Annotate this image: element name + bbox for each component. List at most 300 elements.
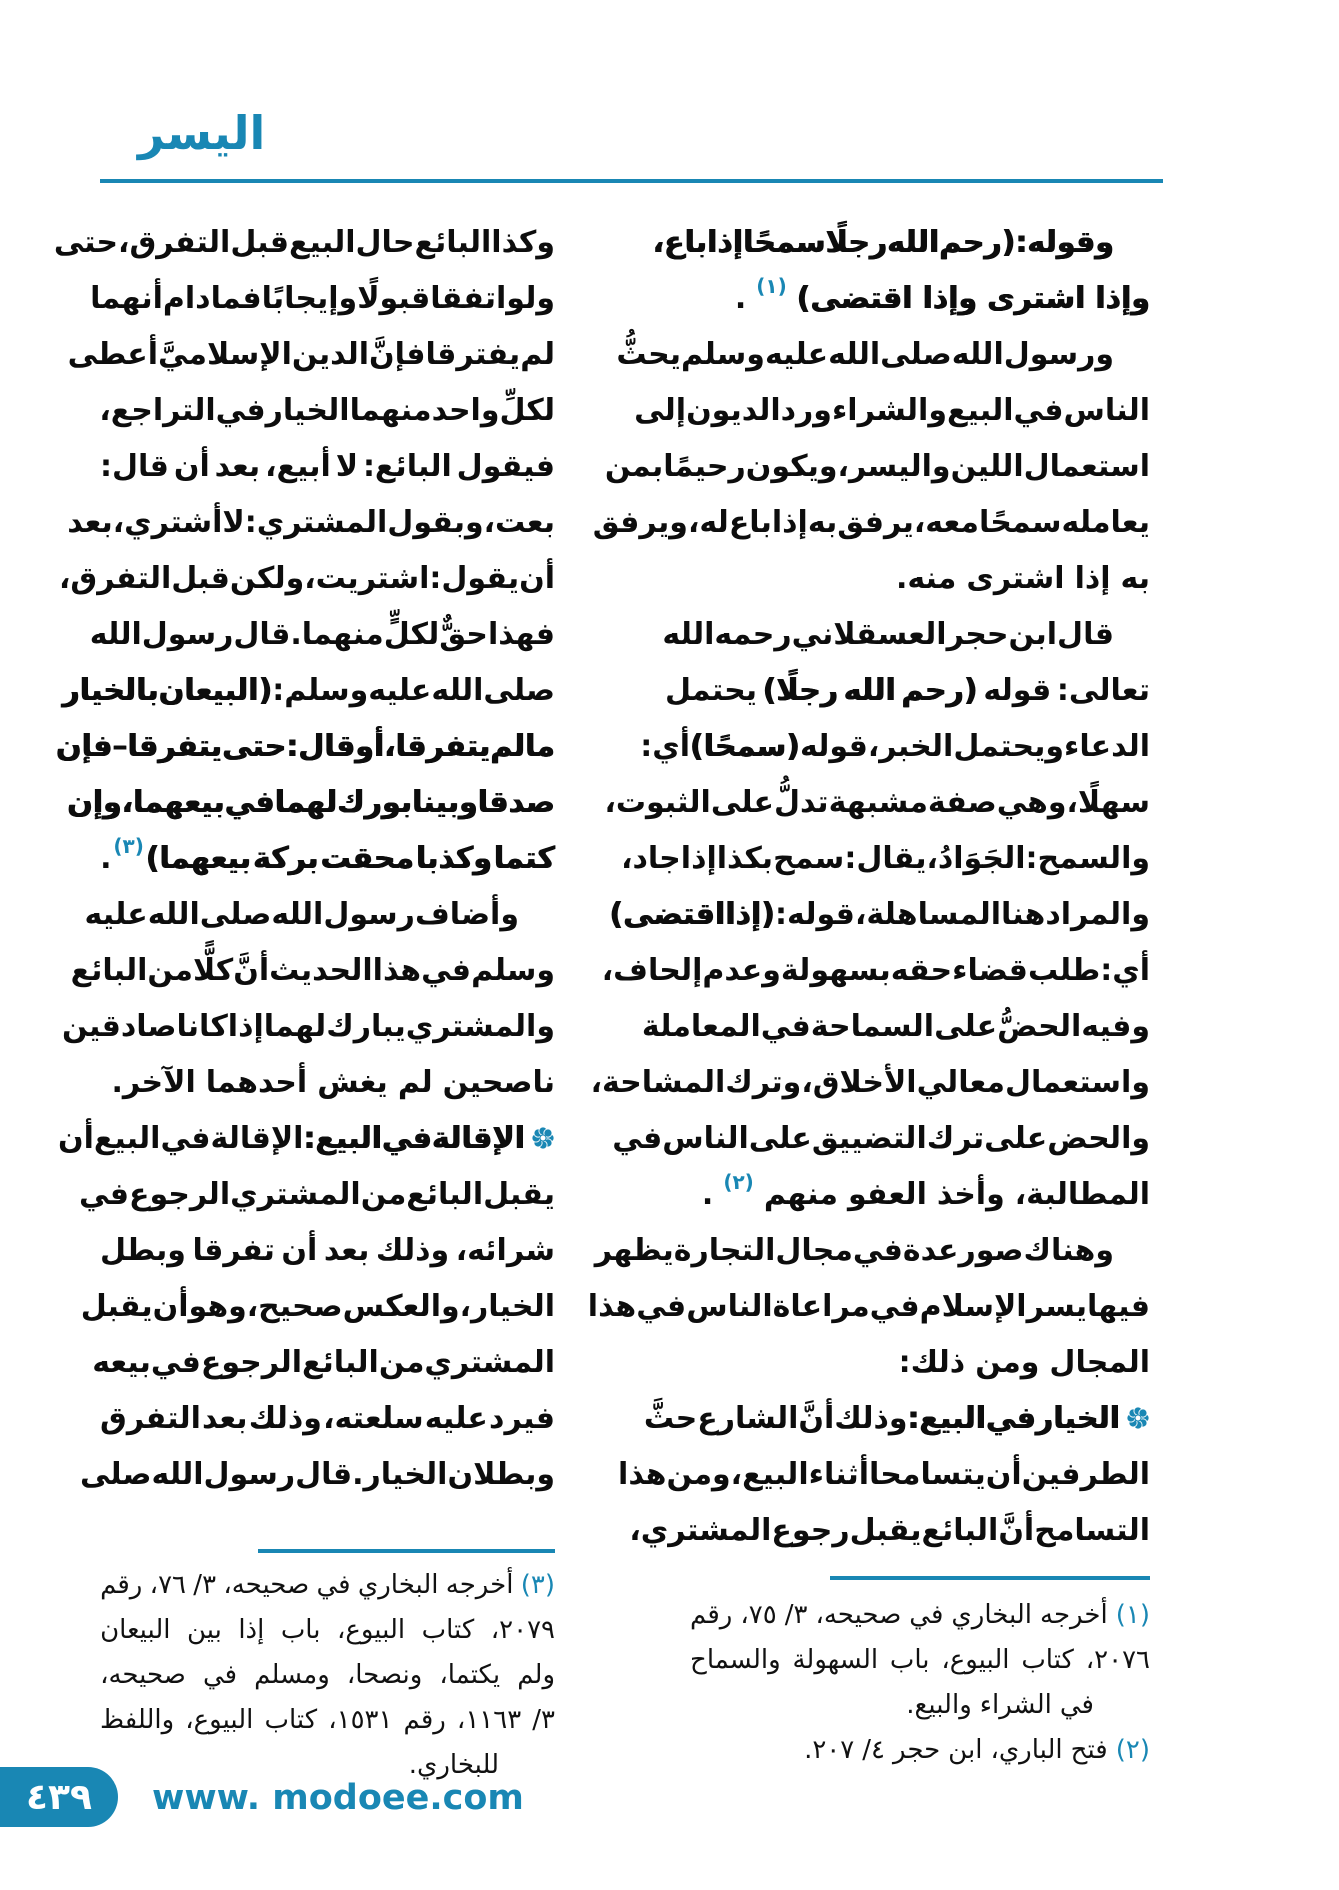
text-line [55, 718, 555, 774]
word: قضاء [952, 952, 1028, 988]
word: في [421, 952, 472, 988]
word: الله [951, 336, 1004, 372]
word: والحض [1047, 1120, 1150, 1156]
word: ٧٦، [149, 1569, 186, 1600]
paragraph [587, 1222, 1150, 1390]
word: فإن [55, 728, 113, 764]
word: البائع: [362, 448, 452, 484]
word: عدة [902, 1232, 959, 1268]
word: أخرجه [445, 1569, 514, 1600]
word: البائع [302, 1344, 379, 1380]
word: البائع [414, 224, 492, 260]
word: رسول [141, 616, 234, 652]
word: الطرفين [1021, 1456, 1150, 1492]
word: تعالى: [1056, 672, 1150, 708]
word: (سمحًا) [690, 728, 800, 764]
word: لم [490, 728, 526, 764]
word: في [636, 1288, 687, 1324]
text-line [643, 1390, 1150, 1446]
text-line [100, 1054, 555, 1110]
word: يتفرقا [127, 728, 223, 764]
word: الله [662, 616, 715, 652]
paragraph [592, 326, 1150, 606]
word: تدلُّ [773, 784, 829, 820]
word: يتفرقا، [384, 728, 491, 764]
word: الله [887, 224, 940, 260]
word: رقم [690, 1599, 733, 1630]
text-line [100, 1390, 555, 1446]
word: بمن [604, 448, 664, 484]
text-line [612, 1110, 1150, 1166]
text-line [621, 830, 1150, 886]
word: لكلٍّ [383, 616, 440, 652]
word: اقتضى) [796, 280, 913, 316]
word: يقول: [429, 560, 520, 596]
text-column-left [53, 214, 555, 1502]
word: أن [519, 560, 555, 596]
word: البخاري [951, 1599, 1033, 1630]
text-line [100, 1697, 555, 1742]
word: به [807, 504, 838, 540]
word: فيها [1087, 1288, 1150, 1324]
word: والبيع. [906, 1689, 972, 1720]
word: في [202, 1659, 238, 1690]
word: وذلك [375, 1232, 450, 1268]
word: سمحًا [743, 224, 826, 260]
word: ومن [975, 1344, 1040, 1380]
text-line [690, 1682, 1150, 1727]
word: بين [186, 1614, 222, 1645]
word: أن [281, 1232, 318, 1268]
footnote [690, 1592, 1150, 1727]
text-line [690, 1637, 1150, 1682]
word: وسلم [681, 336, 765, 372]
footnote [100, 1562, 555, 1787]
page-number-badge [0, 1767, 118, 1827]
word: وترك [725, 1064, 802, 1100]
word: هذا [587, 1288, 637, 1324]
word: باب [889, 1644, 930, 1675]
word: التضييق [811, 1120, 927, 1156]
word: سهلًا، [1066, 784, 1150, 820]
word: والشراء [831, 392, 947, 428]
word: ٢٠٧. [804, 1734, 855, 1765]
word: صلى [483, 672, 555, 708]
text-line [665, 270, 1150, 326]
text-line [640, 718, 1150, 774]
word: مشبهة [828, 784, 928, 820]
word: أن [152, 1288, 189, 1324]
text-line [100, 1607, 555, 1652]
word: يغش [317, 1064, 388, 1100]
word: المشتري، [629, 1512, 772, 1548]
word: واحد [431, 392, 500, 428]
word: رجلًا) [762, 672, 839, 708]
text-line [58, 550, 555, 606]
word: البيع، [730, 1456, 809, 1492]
word: يرفق [837, 504, 914, 540]
word: معالي [916, 1064, 1005, 1100]
text-line [616, 326, 1150, 382]
word: بورك [337, 784, 413, 820]
word: (رحم [939, 224, 1016, 260]
word: ويرفق [592, 504, 688, 540]
text-line [665, 1166, 1150, 1222]
header-rule [100, 179, 1163, 183]
word: وإذا [1095, 280, 1150, 316]
word: ونصحا، [346, 1659, 423, 1690]
word: كتاب [421, 1614, 475, 1645]
word: ذلك: [898, 1344, 966, 1380]
word: يقال: [844, 840, 927, 876]
paragraph [53, 214, 555, 886]
word: يتسامحا [869, 1456, 986, 1492]
paragraph [58, 1110, 555, 1502]
word: الدعاء [1064, 728, 1150, 764]
word: لم [520, 336, 555, 372]
word: والسماح [690, 1644, 781, 1675]
word: أنَّ [798, 1400, 835, 1436]
word: البيوع، [185, 1704, 254, 1735]
word: وكذبا [416, 840, 492, 876]
text-line [67, 494, 555, 550]
word: أبيع، [265, 448, 331, 484]
word: وبقول [387, 504, 484, 540]
text-line [665, 1334, 1150, 1390]
word: التفرق، [58, 560, 172, 596]
text-line [652, 214, 1150, 270]
word: المشتري [424, 1344, 555, 1380]
word: كانا [176, 1008, 228, 1044]
word: صحيحه، [100, 1659, 186, 1690]
word: فيقول [456, 448, 555, 484]
word: سمح [773, 840, 845, 876]
word: إذا [680, 840, 717, 876]
word: بعد [323, 1232, 370, 1268]
word: الله [843, 672, 896, 708]
text-line [690, 1592, 1150, 1637]
word: حقه [890, 952, 953, 988]
word: وإن [67, 784, 122, 820]
word: والمشتري [405, 1008, 555, 1044]
word: أن [173, 448, 210, 484]
word: إذا [227, 1008, 264, 1044]
text-line [61, 998, 555, 1054]
word: صلى [199, 896, 272, 932]
word: فإنَّ [369, 336, 426, 372]
word: الثبوت، [604, 784, 711, 820]
word: ويكون [745, 448, 838, 484]
word: أخرجه [1040, 1599, 1108, 1630]
word: ومسلم [254, 1659, 330, 1690]
word: في [1013, 392, 1064, 428]
word: المشاحة، [590, 1064, 726, 1100]
word: فتح [1070, 1734, 1108, 1765]
word: المعاملة [641, 1008, 761, 1044]
word: الحضُّ [997, 1008, 1082, 1044]
text-line [62, 662, 555, 718]
word: قال: [286, 728, 356, 764]
word: ترك [926, 1120, 985, 1156]
word: قبل [171, 560, 230, 596]
word: الناس [686, 1288, 773, 1324]
word: الشراء [979, 1689, 1052, 1720]
word: الإسلام [919, 1288, 1027, 1324]
word: صلى [79, 1456, 152, 1492]
word: وإذا [922, 280, 978, 316]
word: بعد [202, 1400, 248, 1436]
word: وعدم [702, 952, 781, 988]
word: صحيحه، [223, 1569, 310, 1600]
word: البائع [921, 1512, 999, 1548]
word: وسلم [471, 952, 555, 988]
word: باع [728, 504, 772, 540]
word: لا [222, 504, 245, 540]
word: اتفقا [430, 280, 507, 316]
word: الله [828, 336, 881, 372]
word: اشترى [966, 560, 1065, 596]
word: البيوع، [941, 1644, 1010, 1675]
word: على [934, 1008, 998, 1044]
word: صور [958, 1232, 1024, 1268]
footnote-number: (٢) [1115, 1734, 1150, 1765]
word: حجر [946, 616, 1009, 652]
word: معه، [913, 504, 980, 540]
word: وإيجابًا [261, 280, 358, 316]
word: ناصحين [442, 1064, 555, 1100]
word: إذا [707, 224, 744, 260]
footnote-number: (٣) [520, 1569, 555, 1600]
word: اقتضى) [609, 896, 726, 932]
word: من [147, 952, 193, 988]
text-line [100, 1652, 555, 1697]
word: والعكس [342, 1288, 460, 1324]
text-line [100, 438, 555, 494]
word: جاد، [621, 840, 681, 876]
word: يفترقا [425, 336, 521, 372]
word: الجَوَادُ، [926, 840, 1026, 876]
word: ابن [948, 1734, 983, 1765]
word: يقبل [483, 1176, 555, 1212]
text-line [89, 606, 555, 662]
word: أعطى [67, 336, 159, 372]
word: للبخاري. [408, 1749, 499, 1780]
word: الديون [686, 392, 781, 428]
footnote-separator-right [830, 1576, 1150, 1580]
word: . [100, 840, 112, 876]
word: بيعه [92, 1344, 151, 1380]
word: العفو [847, 1176, 927, 1212]
word: أن [985, 1456, 1022, 1492]
word: الرجوع [128, 1176, 231, 1212]
text-line [594, 1222, 1150, 1278]
text-line [629, 1502, 1150, 1558]
word: في [78, 1176, 129, 1212]
word: في [150, 1344, 201, 1380]
text-line [58, 1110, 555, 1166]
text-line [665, 662, 1150, 718]
word: قال [233, 616, 291, 652]
word: ولم [517, 1659, 555, 1690]
word: ٢٠٧٩، [490, 1614, 555, 1645]
word: في [224, 784, 275, 820]
word: حتى [222, 728, 287, 764]
word: عليه [84, 896, 148, 932]
text-line [634, 382, 1150, 438]
text-line [53, 214, 555, 270]
word: البيوع، [336, 1614, 406, 1645]
word: كتاب [264, 1704, 318, 1735]
word: – [112, 728, 128, 764]
word: التفرق [100, 1400, 201, 1436]
word: وهي [996, 784, 1067, 820]
word: من [378, 1344, 425, 1380]
word: أنَّ [998, 1512, 1035, 1548]
word: رحمه [714, 616, 792, 652]
word: شرائه، [455, 1232, 555, 1268]
word: بعت، [483, 504, 555, 540]
word: إذا [771, 504, 808, 540]
word: به [1120, 560, 1150, 596]
word: الباري، [990, 1734, 1063, 1765]
word: سمحًا [979, 504, 1062, 540]
word: يعامله [1061, 504, 1150, 540]
word: قوله: [775, 896, 855, 932]
word: بعد [214, 448, 261, 484]
word: التراجع، [99, 392, 216, 428]
text-line [587, 1278, 1150, 1334]
word: المشتري: [244, 504, 388, 540]
word: دام [162, 280, 211, 316]
word: رقم [403, 1704, 446, 1735]
word: البيع: [907, 1400, 987, 1436]
word: يحثُّ [616, 336, 682, 372]
word: الخبر، [867, 728, 954, 764]
word: والسمح: [1025, 840, 1150, 876]
word: رجلًا [825, 224, 888, 260]
word: صحيح، [246, 1288, 343, 1324]
text-line [92, 1334, 555, 1390]
word: إذا [1074, 560, 1111, 596]
page-header-title: اليسر [138, 106, 266, 160]
word: اشترى [987, 280, 1086, 316]
word: البيعان [100, 1614, 171, 1645]
word: تفرقا [192, 1232, 275, 1268]
word: (إذا [725, 896, 776, 932]
word: الدين [291, 336, 369, 372]
word: (رحم [901, 672, 978, 708]
word: الناس [1063, 392, 1150, 428]
word: صادقين [61, 1008, 177, 1044]
word: لم [397, 1064, 433, 1100]
word: بركة [253, 840, 319, 876]
word: كلًّا [193, 952, 234, 988]
word: واللفظ [100, 1704, 175, 1735]
text-line [100, 1562, 555, 1607]
word: ولكن [229, 560, 305, 596]
word: باب [280, 1614, 321, 1645]
word: يقبل [849, 1512, 922, 1548]
text-line [665, 550, 1150, 606]
word: عليه [764, 336, 829, 372]
word: أنهما [90, 280, 163, 316]
word: ٣/ [532, 1704, 555, 1735]
word: قوله [983, 672, 1052, 708]
footnotes-left [100, 1562, 555, 1787]
word: ومن [666, 1456, 731, 1492]
word: صدقا [477, 784, 555, 820]
paragraph [61, 886, 555, 1110]
word: طلب [1027, 952, 1101, 988]
word: الأخلاق، [801, 1064, 917, 1100]
word: الحديث [269, 952, 373, 988]
word: البيع [288, 224, 356, 260]
word: أنَّ [233, 952, 270, 988]
text-line [70, 942, 555, 998]
word: ولو [506, 280, 555, 316]
word: ورد [780, 392, 832, 428]
word: بيعهما) [145, 840, 252, 876]
text-line [80, 1278, 555, 1334]
word: أي: [640, 728, 691, 764]
word: البائع [406, 1176, 484, 1212]
word: الله [271, 896, 324, 932]
word: لكلِّ [499, 392, 555, 428]
word: بيعهما، [121, 784, 225, 820]
word: الخيار [1036, 1400, 1120, 1436]
word: ١١٦٣، [456, 1704, 522, 1735]
word: منه. [895, 560, 957, 596]
text-line [641, 998, 1150, 1054]
word: قبل [230, 224, 289, 260]
word: بعد [67, 504, 113, 540]
text-line [67, 326, 555, 382]
word: وهناك [1023, 1232, 1114, 1268]
word: قوله [799, 728, 868, 764]
word: رحيمًا [663, 448, 746, 484]
text-line [100, 830, 555, 886]
word: أن [58, 1120, 94, 1156]
word: ٤/ [862, 1734, 885, 1765]
word: . [734, 280, 747, 316]
word: المساهلة، [854, 896, 1002, 932]
word: باع، [652, 224, 708, 260]
word: في [760, 1008, 811, 1044]
word: وذلك [248, 1400, 322, 1436]
text-column-right [587, 214, 1150, 1558]
paragraph [590, 606, 1150, 1222]
text-line [690, 1727, 1150, 1772]
word: المجال [1049, 1344, 1150, 1380]
word: في [382, 1120, 432, 1156]
text-line [662, 606, 1150, 662]
word: صحيحه، [815, 1599, 902, 1630]
word: الله [151, 1456, 204, 1492]
word: وأضاف [414, 896, 519, 932]
word: واليسر، [837, 448, 951, 484]
word: في [909, 1599, 944, 1630]
word: وبطل [100, 1232, 186, 1268]
word: . [701, 1176, 714, 1212]
footnote [690, 1727, 1150, 1772]
page-number: ٤٣٩ [26, 1776, 92, 1818]
word: على [710, 784, 774, 820]
word: حال [355, 224, 415, 260]
word: الإقالة [210, 1120, 304, 1156]
word: (البيعان [158, 672, 273, 708]
word: لهما [274, 784, 338, 820]
word: على [748, 1120, 812, 1156]
